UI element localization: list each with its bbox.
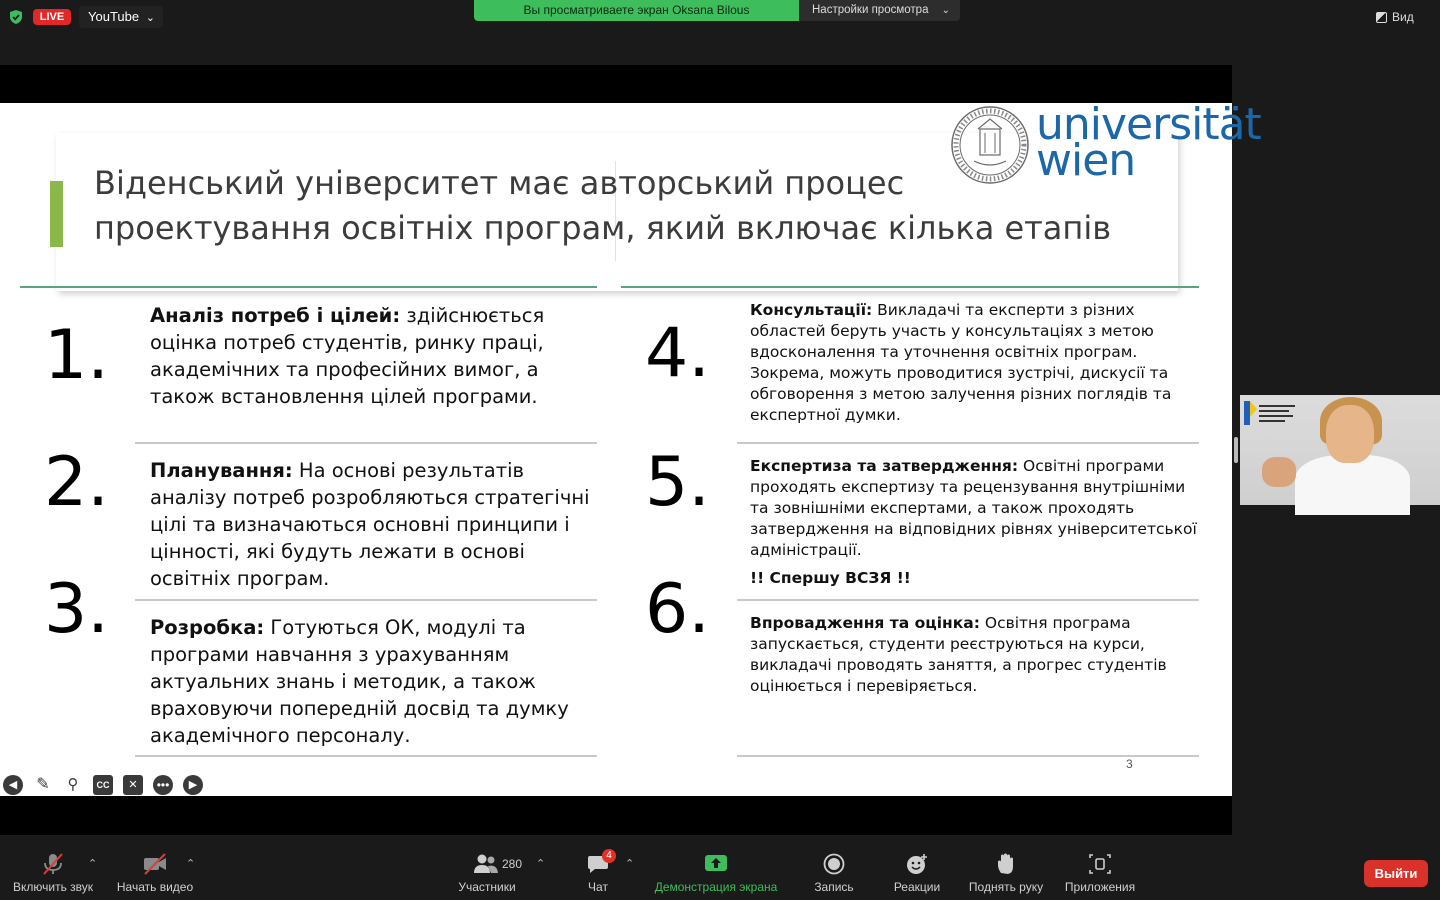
view-layout-button[interactable] bbox=[1376, 6, 1434, 28]
layout-icon bbox=[1376, 12, 1387, 23]
start-video-button[interactable] bbox=[110, 847, 200, 900]
participants-count: 280 bbox=[502, 857, 523, 871]
magnifier-icon[interactable]: ⚲ bbox=[67, 776, 79, 793]
chat-badge: 4 bbox=[602, 849, 616, 863]
step-body: Освітні програми проходять експертизу та рецензування внутрішніми та зовнішніми експертами, а також проходять затвердження на відповідних рівнях університетської адміністрації. bbox=[750, 457, 1197, 559]
step-heading: Консультації: bbox=[750, 301, 873, 319]
step-heading: Аналіз потреб і цілей: bbox=[150, 304, 401, 327]
row-separator bbox=[737, 599, 1199, 601]
step-heading: Розробка: bbox=[150, 616, 265, 639]
pen-icon[interactable]: ✎ bbox=[36, 776, 50, 793]
person-face bbox=[1326, 405, 1374, 463]
step-heading: Впровадження та оцінка: bbox=[750, 614, 980, 632]
record-icon bbox=[822, 853, 846, 875]
chevron-down-icon: ⌄ bbox=[941, 5, 950, 16]
share-screen-icon bbox=[704, 853, 728, 875]
share-screen-label: Демонстрация экрана bbox=[654, 880, 778, 894]
row-separator bbox=[135, 599, 597, 601]
person-shirt bbox=[1295, 455, 1410, 515]
step-body: здійснюється оцінка потреб студентів, ринку праці, академічних та професійних вимог, а також встановлення цілей програми. bbox=[150, 304, 545, 408]
step-text-6 bbox=[750, 613, 1200, 697]
step-body: Освітня програма запускається, студенти реєструються на курси, викладачі проводять заняття, а прогрес студентів оцінюється і перевіряється. bbox=[750, 614, 1167, 695]
captions-icon[interactable]: CC bbox=[93, 775, 113, 795]
participants-icon bbox=[473, 853, 499, 875]
stream-target-label: YouTube bbox=[88, 9, 140, 24]
person-hand bbox=[1262, 457, 1296, 487]
chat-label: Чат bbox=[588, 880, 608, 894]
step-number-2: 2. bbox=[44, 443, 109, 522]
meeting-top-bar bbox=[0, 0, 1440, 36]
view-options-dropdown[interactable] bbox=[799, 0, 960, 21]
chat-button[interactable] bbox=[572, 847, 624, 900]
university-logo bbox=[1036, 99, 1261, 186]
slide-note: !! Спершу ВСЗЯ !! bbox=[750, 569, 911, 587]
chat-options-caret[interactable]: ⌃ bbox=[625, 858, 635, 870]
view-options-label: Настройки просмотра bbox=[812, 4, 929, 16]
participants-options-caret[interactable]: ⌃ bbox=[536, 858, 546, 870]
step-text-1 bbox=[150, 302, 590, 410]
participants-label: Участники bbox=[458, 880, 516, 894]
next-slide-icon[interactable]: ▶ bbox=[183, 775, 203, 795]
unmute-label: Включить звук bbox=[12, 880, 94, 894]
start-video-label: Начать видео bbox=[116, 880, 194, 894]
step-number-3: 3. bbox=[44, 570, 109, 649]
slide-page-number: 3 bbox=[1126, 757, 1133, 771]
microphone-muted-icon bbox=[41, 853, 65, 875]
unmute-button[interactable] bbox=[5, 847, 101, 900]
record-label: Запись bbox=[814, 880, 854, 894]
chevron-down-icon: ⌄ bbox=[145, 12, 155, 24]
row-separator bbox=[135, 755, 597, 757]
step-body: Викладачі та експерти з різних областей беруть участь у консультаціях з метою вдосконалення та уточнення освітніх програм. Зокрема, можуть проводитися зустрічі, дискусії та обговорення з метою залучення різних поглядів та експертної думки. bbox=[750, 301, 1172, 424]
meeting-toolbar bbox=[0, 847, 1440, 900]
apps-button[interactable] bbox=[1060, 847, 1140, 900]
apps-icon bbox=[1088, 853, 1112, 875]
step-body: На основі результатів аналізу потреб розробляються стратегічні цілі та визначаються основні принципи і цінності, які будуть лежати в основі освітніх програм. bbox=[150, 459, 590, 590]
more-options-icon[interactable]: ••• bbox=[153, 775, 173, 795]
organization-logo-icon bbox=[1243, 399, 1303, 427]
share-banner: Вы просматриваете экран Oksana Bilous bbox=[474, 0, 799, 21]
camera-off-icon[interactable]: ✕ bbox=[123, 775, 143, 795]
presentation-slide bbox=[0, 99, 1261, 796]
logo-line1: universität bbox=[1036, 99, 1261, 150]
view-layout-label: Вид bbox=[1392, 10, 1414, 24]
title-accent-bar bbox=[50, 181, 63, 247]
live-badge[interactable]: LIVE bbox=[33, 9, 71, 25]
video-options-caret[interactable]: ⌃ bbox=[186, 858, 196, 870]
step-number-1: 1. bbox=[44, 316, 109, 395]
stream-target-dropdown[interactable] bbox=[79, 6, 163, 28]
panel-drag-handle[interactable] bbox=[1234, 437, 1238, 463]
previous-slide-icon[interactable]: ◀ bbox=[3, 775, 23, 795]
share-screen-button[interactable] bbox=[648, 847, 784, 900]
raise-hand-icon bbox=[994, 853, 1018, 875]
step-body: Готуються ОК, модулі та програми навчання з урахуванням актуальних знань і методик, а також враховуючи попередній досвід та думку академічного персоналу. bbox=[150, 616, 569, 747]
reactions-button[interactable] bbox=[884, 847, 950, 900]
title-underline-left bbox=[20, 286, 597, 288]
camera-off-icon bbox=[143, 853, 167, 875]
reactions-label: Реакции bbox=[893, 880, 941, 894]
step-text-5 bbox=[750, 456, 1200, 561]
security-shield-icon[interactable] bbox=[8, 9, 24, 25]
logo-line2: wien bbox=[1036, 135, 1136, 186]
title-underline-right bbox=[621, 286, 1199, 288]
university-seal-icon bbox=[950, 105, 1030, 185]
step-number-6: 6. bbox=[645, 570, 710, 649]
emoji-reaction-icon bbox=[905, 853, 929, 875]
leave-meeting-button[interactable]: Выйти bbox=[1364, 860, 1428, 887]
step-number-4: 4. bbox=[645, 314, 710, 393]
raise-hand-label: Поднять руку bbox=[968, 880, 1044, 894]
step-heading: Планування: bbox=[150, 459, 293, 482]
raise-hand-button[interactable] bbox=[962, 847, 1050, 900]
step-text-2 bbox=[150, 457, 590, 592]
row-separator bbox=[737, 442, 1199, 444]
step-text-4 bbox=[750, 300, 1200, 426]
row-separator bbox=[135, 442, 597, 444]
step-number-5: 5. bbox=[645, 443, 710, 522]
apps-label: Приложения bbox=[1064, 880, 1136, 894]
participants-button[interactable] bbox=[447, 847, 527, 900]
participant-video-tile[interactable] bbox=[1240, 395, 1440, 505]
slide-title-line1: Віденський університет має авторський процес bbox=[94, 164, 905, 202]
step-text-3 bbox=[150, 614, 590, 749]
slide-title-line2: проектування освітніх програм, який включає кілька етапів bbox=[94, 209, 1112, 247]
step-heading: Експертиза та затвердження: bbox=[750, 457, 1019, 475]
audio-options-caret[interactable]: ⌃ bbox=[88, 858, 98, 870]
record-button[interactable] bbox=[806, 847, 862, 900]
